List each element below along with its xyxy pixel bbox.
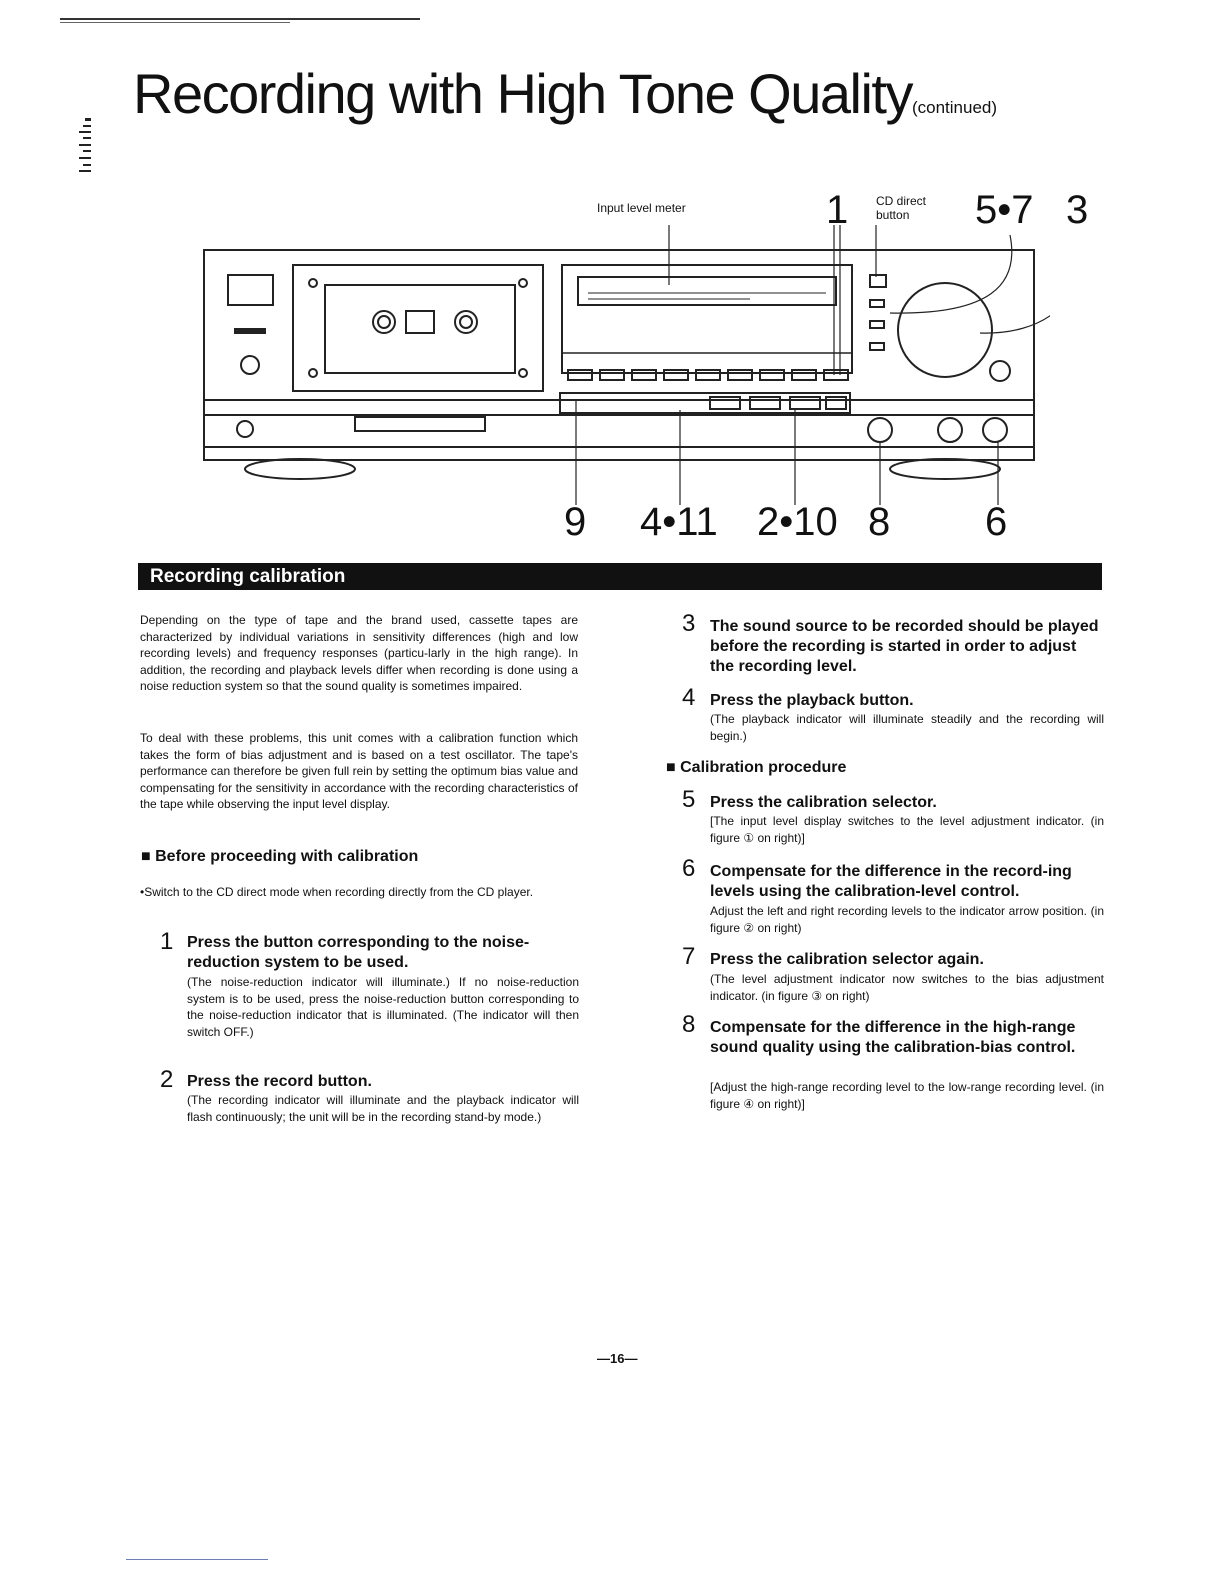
intro-paragraph-1: Depending on the type of tape and the brand used, cassette tapes are characterized by individual variations in sensitivity differences (high and low recording levels) and frequency responses (particu-larly in the high range). In addition, the recording and playback levels differ when recording is done using a noise reduction system so that the sound quality is sometimes impaired. [140,613,578,693]
callout-3: 3 [1066,188,1089,232]
callout-1: 1 [826,188,849,232]
step-body: (The recording indicator will illuminate and the playback indicator will flash continuously; the unit will be in the recording stand-by mode.) [187,1093,579,1124]
label-button: button [876,208,910,222]
step-title: Press the calibration selector again. [710,951,984,968]
section-title-bar [138,563,1102,590]
callout-6: 6 [985,500,1008,544]
step-number: 2 [160,1066,174,1093]
callout-8: 8 [868,500,891,544]
header-rule [60,18,420,20]
step-title: Press the calibration selector. [710,794,937,811]
step-number: 4 [682,684,696,711]
callout-4-11: 4•11 [640,500,718,544]
step-title: Press the playback button. [710,692,914,709]
subhead-calibration-procedure: ■ Calibration procedure [666,759,847,776]
callout-2-10: 2•10 [757,500,838,544]
step-title: Press the button corresponding to the noise-reduction system to be used. [187,934,530,971]
subhead-before-calibration: ■ Before proceeding with calibration [141,848,419,865]
step-title: The sound source to be recorded should be played before the recording is started in order to adjust the recording level. [710,618,1099,675]
step-number: 1 [160,928,174,955]
step-body: [Adjust the high-range recording level to the low-range recording level. (in figure ④ on right)] [710,1080,1104,1111]
header-rule-thin [60,22,290,23]
step-number: 8 [682,1011,696,1038]
label-cd-direct: CD direct [876,194,927,208]
step-body: (The level adjustment indicator now switches to the bias adjustment indicator. (in figure ③ on right) [710,972,1104,1003]
title-suffix: (continued) [911,98,998,117]
callout-5-7: 5•7 [975,188,1034,232]
step-body: (The playback indicator will illuminate steadily and the recording will begin.) [710,712,1104,743]
cd-direct-note: •Switch to the CD direct mode when recording directly from the CD player. [140,885,534,899]
step-body: (The noise-reduction indicator will illuminate.) If no noise-reduction system is to be used, press the noise-reduction button corresponding to the noise-reduction indicator that is illuminated. (The indicator will then switch OFF.) [187,975,579,1039]
step-title: Compensate for the difference in the high-range sound quality using the calibration-bias control. [710,1019,1076,1056]
step-number: 3 [682,610,696,637]
step-number: 5 [682,786,696,813]
section-title: Recording calibration [150,566,346,587]
step-body: [The input level display switches to the level adjustment indicator. (in figure ① on right)] [710,814,1104,845]
step-title: Compensate for the difference in the record-ing levels using the calibration-level control. [710,863,1072,900]
page-number: —16— [597,1351,638,1366]
margin-tab-marks [79,118,93,174]
step-body: Adjust the left and right recording levels to the indicator arrow position. (in figure ② on right) [710,904,1104,935]
step-title: Press the record button. [187,1073,372,1090]
step-number: 6 [682,855,696,882]
footer-rule [126,1559,268,1560]
page-title: Recording with High Tone Quality(continued) [133,62,998,125]
callout-9: 9 [564,500,587,544]
intro-paragraph-2: To deal with these problems, this unit comes with a calibration function which takes the form of bias adjustment and is based on a test oscillator. The tape's performance can therefore be given full rein by setting the optimum bias value and compensating for the sensitivity in accordance with the recording characteristics of the tape while observing the input level display. [140,731,578,811]
cassette-deck-illustration [190,225,1050,505]
label-input-level-meter: Input level meter [597,201,686,215]
step-number: 7 [682,943,696,970]
